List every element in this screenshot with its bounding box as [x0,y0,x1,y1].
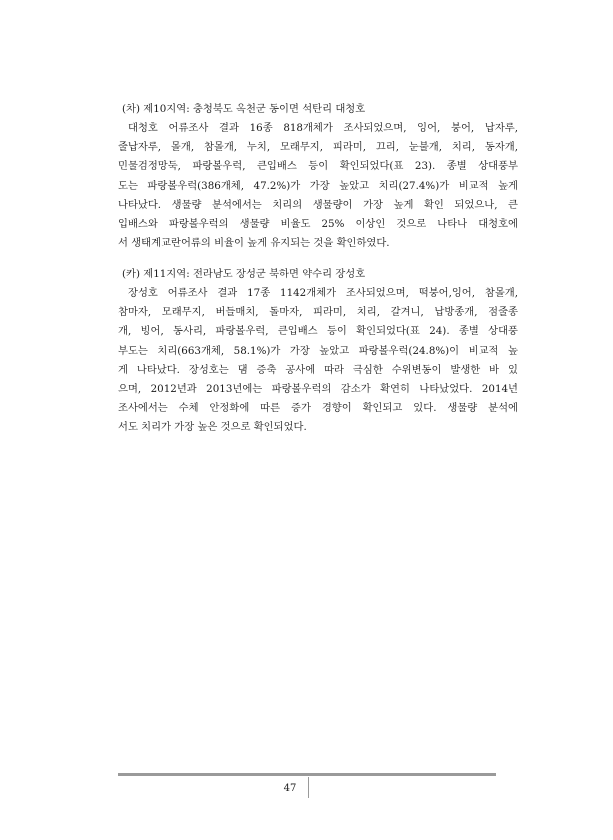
section-heading: (차) 제10지역: 충청북도 옥천군 동이면 석탄리 대청호 [122,103,366,115]
paragraph-line: 도는 파랑볼우럭(386개체, 47.2%)가 가장 높았고 치리(27.4%)가 비교적 높게 [118,179,518,192]
paragraph-line: 참마자, 모래무지, 버들매치, 돌마자, 피라미, 치리, 갈겨니, 납방종개, 점줄종 [118,306,518,319]
paragraph-line: 서 생태계교란어류의 비율이 높게 유지되는 것을 확인하였다. [118,237,390,250]
section-heading: (카) 제11지역: 전라남도 장성군 북하면 약수리 장성호 [122,268,366,280]
footer-rule [118,773,496,776]
paragraph-line: 장성호 어류조사 결과 17종 1142개체가 조사되었으며, 떡붕어,잉어, 참몰개, [128,287,518,299]
paragraph-line: 줄납자루, 몰개, 참몰개, 누치, 모래무지, 피라미, 끄리, 눈불개, 치리, 동자개, [118,141,518,154]
paragraph-line: 조사에서는 수체 안정화에 따른 증가 경향이 확인되고 있다. 생물량 분석에 [118,402,518,415]
paragraph-line: 민물검정망둑, 파랑볼우럭, 큰입배스 등이 확인되었다(표 23). 종별 상대풍부 [118,160,518,173]
paragraph-line: 나타났다. 생물량 분석에서는 치리의 생물량이 가장 높게 확인 되었으나, 큰 [118,198,518,211]
paragraph-line: 입배스와 파랑볼우럭의 생물량 비율도 25% 이상인 것으로 나타나 대청호에 [118,217,518,230]
section-paragraph [118,284,518,438]
section-paragraph [118,119,518,253]
paragraph-line: 서도 치리가 가장 높은 것으로 확인되었다. [118,421,307,434]
paragraph-line: 으며, 2012년과 2013년에는 파랑볼우럭의 감소가 확연히 나타났었다. 2014년 [118,382,518,395]
section-region-11 [118,265,518,438]
page-number: 47 [283,783,297,794]
paragraph-line: 대청호 어류조사 결과 16종 818개체가 조사되었으며, 잉어, 붕어, 납자루, [128,122,518,134]
paragraph-line: 개, 빙어, 동사리, 파랑볼우럭, 큰입배스 등이 확인되었다(표 24). 종별 상대풍 [118,325,518,338]
paragraph-line: 부도는 치리(663개체, 58.1%)가 가장 높았고 파랑볼우럭(24.8%)이 비교적 높 [118,344,518,357]
section-region-10 [118,100,518,253]
paragraph-line: 게 나타났다. 장성호는 댐 증축 공사에 따라 극심한 수위변동이 발생한 바 있 [118,363,518,376]
